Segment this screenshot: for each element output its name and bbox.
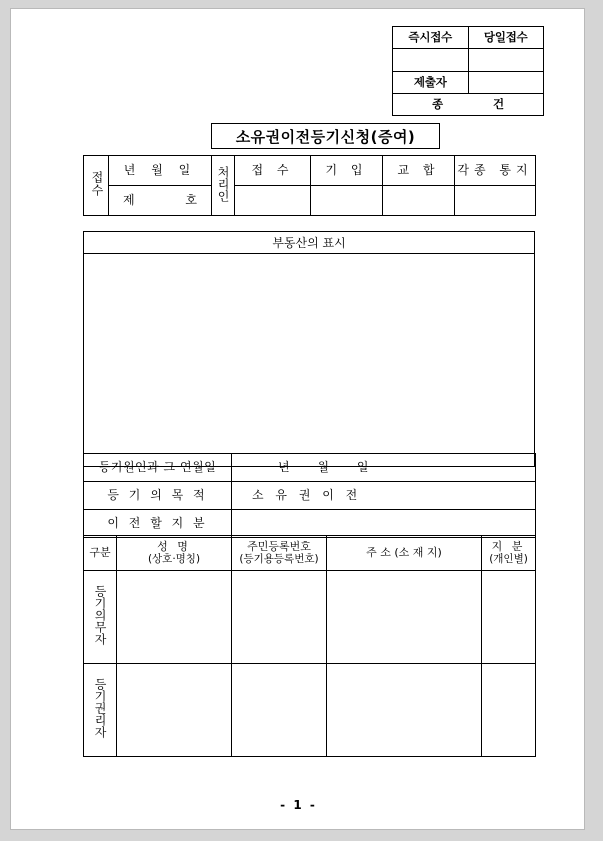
- stamp-immediate-receipt-label: 즉시접수: [393, 27, 469, 49]
- document-page: [10, 8, 585, 830]
- header-share: [482, 536, 536, 571]
- cell-obligee-id-number[interactable]: [232, 664, 327, 757]
- table-row: [84, 664, 536, 757]
- header-category: [84, 536, 117, 571]
- receipt-date-label: 년 월 일: [109, 156, 212, 186]
- stamp-table: [392, 26, 544, 116]
- value-entry[interactable]: [311, 186, 383, 216]
- receipt-label: 접수: [89, 170, 104, 197]
- stamp-immediate-receipt-value[interactable]: [393, 49, 469, 72]
- label-registration-obligee: 등기권리자: [93, 678, 107, 739]
- header-category-label: 구분: [89, 546, 111, 560]
- header-id-number-line2: (등기용등록번호): [239, 553, 319, 566]
- receipt-number-suffix: 호: [185, 192, 197, 207]
- stamp-count-row: [393, 94, 544, 116]
- header-share-line2: (개인별): [489, 553, 528, 566]
- row-registration-purpose: [84, 482, 536, 510]
- col-header-notifications: 각종 통지: [455, 156, 536, 186]
- processor-label-cell: [212, 156, 235, 216]
- stamp-count-cell: [393, 94, 544, 116]
- cell-obligee-share[interactable]: [482, 664, 536, 757]
- value-registration-purpose[interactable]: 소 유 권 이 전: [232, 482, 536, 510]
- header-name-line1: 성 명: [157, 539, 191, 553]
- parties-table-section: [83, 535, 535, 757]
- stamp-sameday-receipt-label: 당일접수: [468, 27, 544, 49]
- cause-table: [83, 453, 536, 538]
- header-name: [117, 536, 232, 571]
- col-header-collation: 교 합: [383, 156, 455, 186]
- col-header-entry: 기 입: [311, 156, 383, 186]
- property-display-header: 부동산의 표시: [83, 231, 535, 253]
- receipt-number-prefix: 제: [123, 192, 135, 207]
- stamp-count-unit-label: 건: [493, 96, 504, 111]
- cell-obligee-name[interactable]: [117, 664, 232, 757]
- property-display-body[interactable]: [83, 253, 535, 467]
- row-registration-cause: [84, 454, 536, 482]
- value-transfer-share[interactable]: [232, 510, 536, 538]
- property-display-section: [83, 231, 535, 467]
- stamp-count-kind-label: 종: [432, 96, 443, 111]
- parties-table: [83, 535, 536, 757]
- page-number-footer: - 1 -: [280, 798, 317, 812]
- label-registration-cause-date: 등기원인과 그 연월일: [84, 454, 232, 482]
- stamp-blank-row: [393, 49, 544, 72]
- receipt-number-cell[interactable]: [109, 186, 212, 216]
- table-row: [84, 571, 536, 664]
- row-category-obligee: [84, 664, 117, 757]
- row-transfer-share: [84, 510, 536, 538]
- form-title-box: [211, 123, 440, 149]
- value-collation[interactable]: [383, 186, 455, 216]
- header-id-number: [232, 536, 327, 571]
- cell-obligor-address[interactable]: [327, 571, 482, 664]
- value-registration-cause-date[interactable]: 년 월 일: [232, 454, 536, 482]
- header-id-number-line1: 주민등록번호: [247, 539, 311, 553]
- label-registration-obligor: 등기의무자: [93, 585, 107, 646]
- stamp-submitter-row: [393, 72, 544, 94]
- stamp-header-row: [393, 27, 544, 49]
- label-registration-purpose: 등 기 의 목 적: [84, 482, 232, 510]
- receipt-stamp-box: [392, 26, 544, 116]
- header-name-line2: (상호·명칭): [147, 553, 201, 566]
- registration-details-table: [83, 453, 535, 538]
- stamp-sameday-receipt-value[interactable]: [468, 49, 544, 72]
- cell-obligor-id-number[interactable]: [232, 571, 327, 664]
- receipt-table-row-1: [84, 156, 536, 186]
- parties-header-row: [84, 536, 536, 571]
- receipt-processing-table: [83, 155, 535, 216]
- receipt-table-row-2: [84, 186, 536, 216]
- receipt-label-cell: [84, 156, 109, 216]
- cell-obligee-address[interactable]: [327, 664, 482, 757]
- receipt-table: [83, 155, 536, 216]
- cell-obligor-share[interactable]: [482, 571, 536, 664]
- col-header-receipt: 접 수: [235, 156, 311, 186]
- value-receipt[interactable]: [235, 186, 311, 216]
- row-category-obligor: [84, 571, 117, 664]
- page-title: 소유권이전등기신청(증여): [235, 127, 416, 146]
- header-address-label: 주 소 (소 재 지): [366, 546, 442, 560]
- cell-obligor-name[interactable]: [117, 571, 232, 664]
- stamp-submitter-label: 제출자: [393, 72, 469, 94]
- header-share-line1: 지 분: [491, 539, 526, 553]
- processor-label: 처리인: [216, 165, 230, 202]
- header-address: [327, 536, 482, 571]
- value-notifications[interactable]: [455, 186, 536, 216]
- stamp-submitter-value[interactable]: [468, 72, 544, 94]
- label-transfer-share: 이 전 할 지 분: [84, 510, 232, 538]
